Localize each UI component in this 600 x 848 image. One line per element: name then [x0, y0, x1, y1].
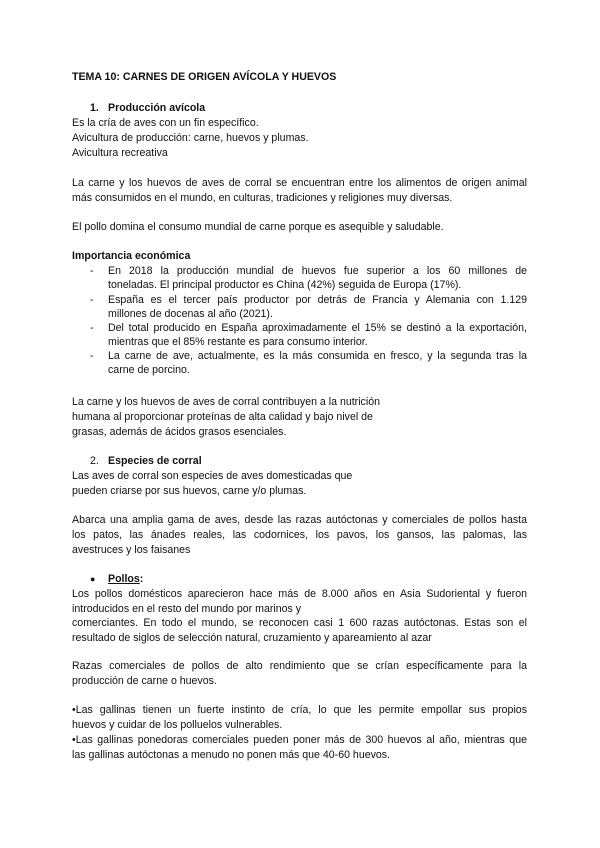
- bullet-line: La carne de ave, actualmente, es la más consumida en fresco, y la segunda tras la: [108, 350, 527, 362]
- text-line: Abarca una amplia gama de aves, desde las razas autóctonas y comerciales de pollos hasta: [72, 514, 527, 526]
- text-line: Las aves de corral son especies de aves domesticadas que: [72, 470, 353, 482]
- text-line: producción de carne o huevos.: [72, 675, 217, 687]
- text-line: más consumidos en el mundo, en culturas, tradiciones y religiones muy diversas.: [72, 192, 453, 204]
- bullet-line: En 2018 la producción mundial de huevos fue superior a los 60 millones de: [108, 265, 527, 277]
- bullet-dot-icon: ●: [90, 574, 96, 584]
- text-line: los patos, las ánades reales, las codornices, los pavos, los gansos, las palomas, las: [72, 529, 527, 541]
- text-line: Avicultura recreativa: [72, 147, 168, 159]
- importancia-heading: Importancia económica: [72, 250, 191, 262]
- bullet-line: Del total producido en España aproximadamente el 15% se destinó a la exportación,: [108, 322, 527, 334]
- text-line: El pollo domina el consumo mundial de carne porque es asequible y saludable.: [72, 221, 444, 233]
- text-line: •Las gallinas tienen un fuerte instinto de cría, lo que les permite empollar sus propios: [72, 704, 527, 716]
- dash-bullet: -: [90, 322, 94, 334]
- section-2-heading: Especies de corral: [108, 455, 202, 467]
- text-line: Razas comerciales de pollos de alto rendimiento que se crían específicamente para la: [72, 660, 527, 672]
- pollos-heading: [108, 572, 143, 586]
- text-line: La carne y los huevos de aves de corral contribuyen a la nutrición: [72, 396, 380, 408]
- text-line: humana al proporcionar proteínas de alta calidad y bajo nivel de: [72, 411, 373, 423]
- text-line: Los pollos domésticos aparecieron hace más de 8.000 años en Asia Sudoriental y fueron: [72, 588, 527, 600]
- bullet-line: millones de docenas al año (2021).: [108, 308, 273, 320]
- pollos-heading-text: Pollos: [108, 573, 140, 585]
- bullet-line: carne de porcino.: [108, 364, 190, 376]
- section-1-number: 1.: [90, 102, 99, 114]
- page-title: TEMA 10: CARNES DE ORIGEN AVÍCOLA Y HUEVOS: [72, 71, 337, 83]
- text-line: pueden criarse por sus huevos, carne y/o plumas.: [72, 485, 307, 497]
- text-line: •Las gallinas ponedoras comerciales pueden poner más de 300 huevos al año, mientras que: [72, 734, 527, 746]
- text-line: avestruces y los faisanes: [72, 544, 191, 556]
- text-line: grasas, además de ácidos grasos esenciales.: [72, 426, 287, 438]
- text-line: Avicultura de producción: carne, huevos y plumas.: [72, 132, 309, 144]
- text-line: introducidos en el resto del mundo por marinos y: [72, 603, 302, 615]
- text-line: comerciantes. En todo el mundo, se reconocen casi 1 600 razas autóctonas. Estas son el: [72, 617, 527, 629]
- bullet-line: España es el tercer país productor por detrás de Francia y Alemania con 1.129: [108, 294, 527, 306]
- dash-bullet: -: [90, 265, 94, 277]
- text-line: resultado de siglos de selección natural, cruzamiento y apareamiento al azar: [72, 632, 432, 644]
- dash-bullet: -: [90, 294, 94, 306]
- section-1-heading: Producción avícola: [108, 102, 206, 114]
- dash-bullet: -: [90, 350, 94, 362]
- bullet-line: mientras que el 85% restante es para consumo interior.: [108, 336, 368, 348]
- section-2-number: 2.: [90, 455, 99, 467]
- text-line: Es la cría de aves con un fin específico.: [72, 117, 259, 129]
- bullet-line: toneladas. El principal productor es China (42%) seguida de Europa (17%).: [108, 279, 462, 291]
- text-line: huevos y cuidar de los polluelos vulnerables.: [72, 719, 283, 731]
- pollos-colon: :: [139, 573, 144, 585]
- text-line: las gallinas autóctonas a menudo no ponen más que 40-60 huevos.: [72, 749, 391, 761]
- text-line: La carne y los huevos de aves de corral se encuentran entre los alimentos de origen animal: [72, 177, 527, 189]
